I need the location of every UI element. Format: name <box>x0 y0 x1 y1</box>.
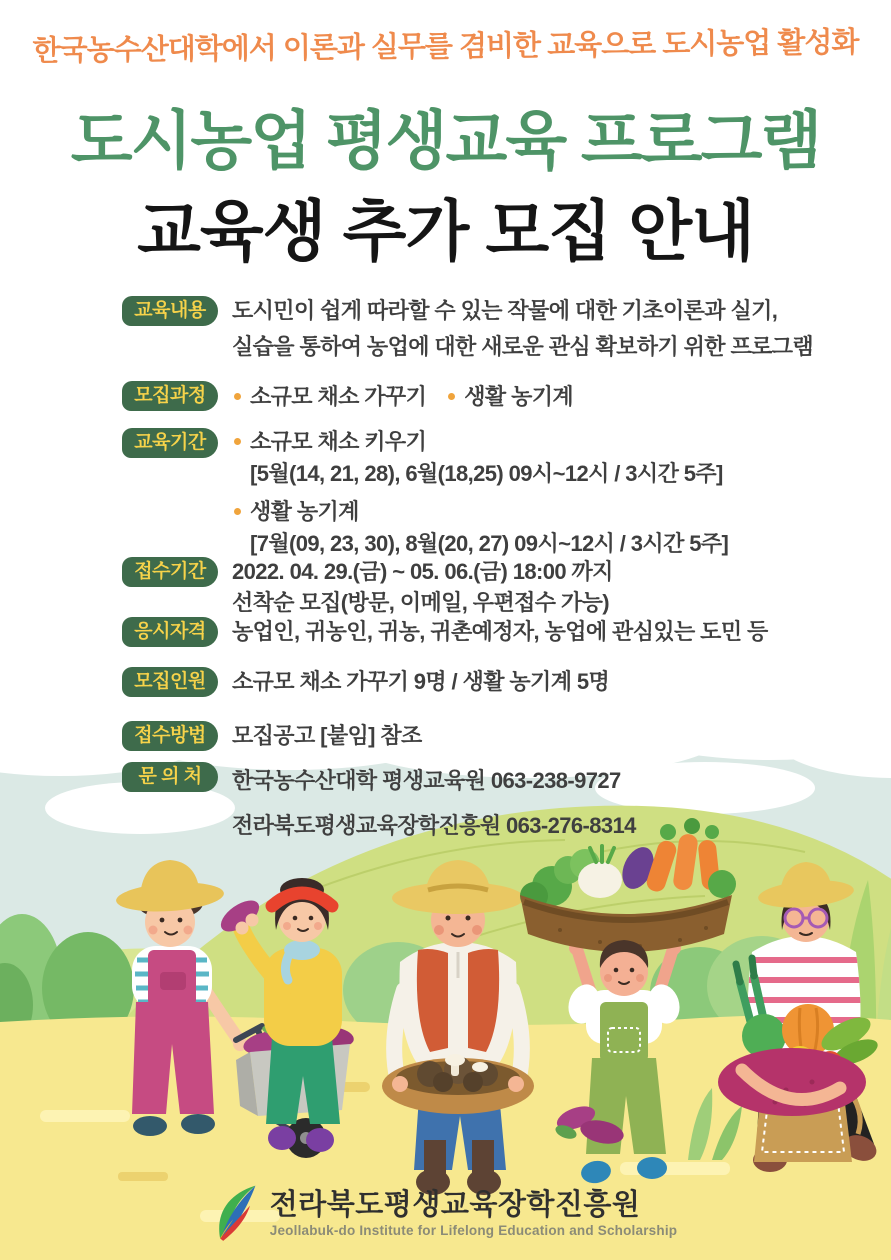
bullet-text: 생활 농기계 <box>464 384 574 409</box>
bullet-detail: [5월(14, 21, 28), 6월(18,25) 09시~12시 / 3시간 5주] <box>250 461 723 486</box>
section-label: 교육기간 <box>122 428 218 458</box>
section-label: 접수방법 <box>122 721 218 751</box>
section-label: 접수기간 <box>122 557 218 587</box>
contact-line: 한국농수산대학 평생교육원 063-238-9727 <box>232 768 621 793</box>
footer-logo <box>0 1182 891 1246</box>
section-label: 응시자격 <box>122 617 218 647</box>
poster-title-line1: 도시농업 평생교육 프로그램 <box>70 105 821 177</box>
section-text: 도시민이 쉽게 따라할 수 있는 작물에 대한 기초이론과 실기, <box>232 298 778 323</box>
contact-line: 전라북도평생교육장학진흥원 063-276-8314 <box>232 813 636 838</box>
section-label: 교육내용 <box>122 296 218 326</box>
bullet-dot <box>448 393 455 400</box>
logo-swoosh-icon <box>214 1182 260 1246</box>
section-text: 소규모 채소 가꾸기 9명 / 생활 농기계 5명 <box>232 669 610 694</box>
bullet-dot <box>234 393 241 400</box>
section-label: 모집과정 <box>122 381 218 411</box>
logo-org-name-en: Jeollabuk-do Institute for Lifelong Education and Scholarship <box>269 1223 678 1238</box>
bullet-dot <box>234 508 241 515</box>
section-text: 농업인, 귀농인, 귀농, 귀촌예정자, 농업에 관심있는 도민 등 <box>232 619 768 644</box>
bullet-dot <box>234 438 241 445</box>
bullet-text: 소규모 채소 가꾸기 <box>250 384 427 409</box>
section-text: 선착순 모집(방문, 이메일, 우편접수 가능) <box>232 590 609 615</box>
bullet-text: 소규모 채소 키우기 <box>250 429 427 454</box>
section-text: 실습을 통하여 농업에 대한 새로운 관심 확보하기 위한 프로그램 <box>232 334 814 359</box>
bullet-text: 생활 농기계 <box>250 499 359 524</box>
tagline: 한국농수산대학에서 이론과 실무를 겸비한 교육으로 도시농업 활성화 <box>32 26 859 68</box>
poster-title-line2: 교육생 추가 모집 안내 <box>137 194 754 268</box>
section-label: 문 의 처 <box>122 762 218 792</box>
logo-text <box>270 1188 677 1240</box>
section-label: 모집인원 <box>122 667 218 697</box>
section-text: 모집공고 [붙임] 참조 <box>232 723 422 748</box>
bullet-detail: [7월(09, 23, 30), 8월(20, 27) 09시~12시 / 3시간 5주] <box>250 531 729 556</box>
logo-org-name-kr: 전라북도평생교육장학진흥원 <box>269 1189 641 1221</box>
section-text: 2022. 04. 29.(금) ~ 05. 06.(금) 18:00 까지 <box>232 559 613 584</box>
